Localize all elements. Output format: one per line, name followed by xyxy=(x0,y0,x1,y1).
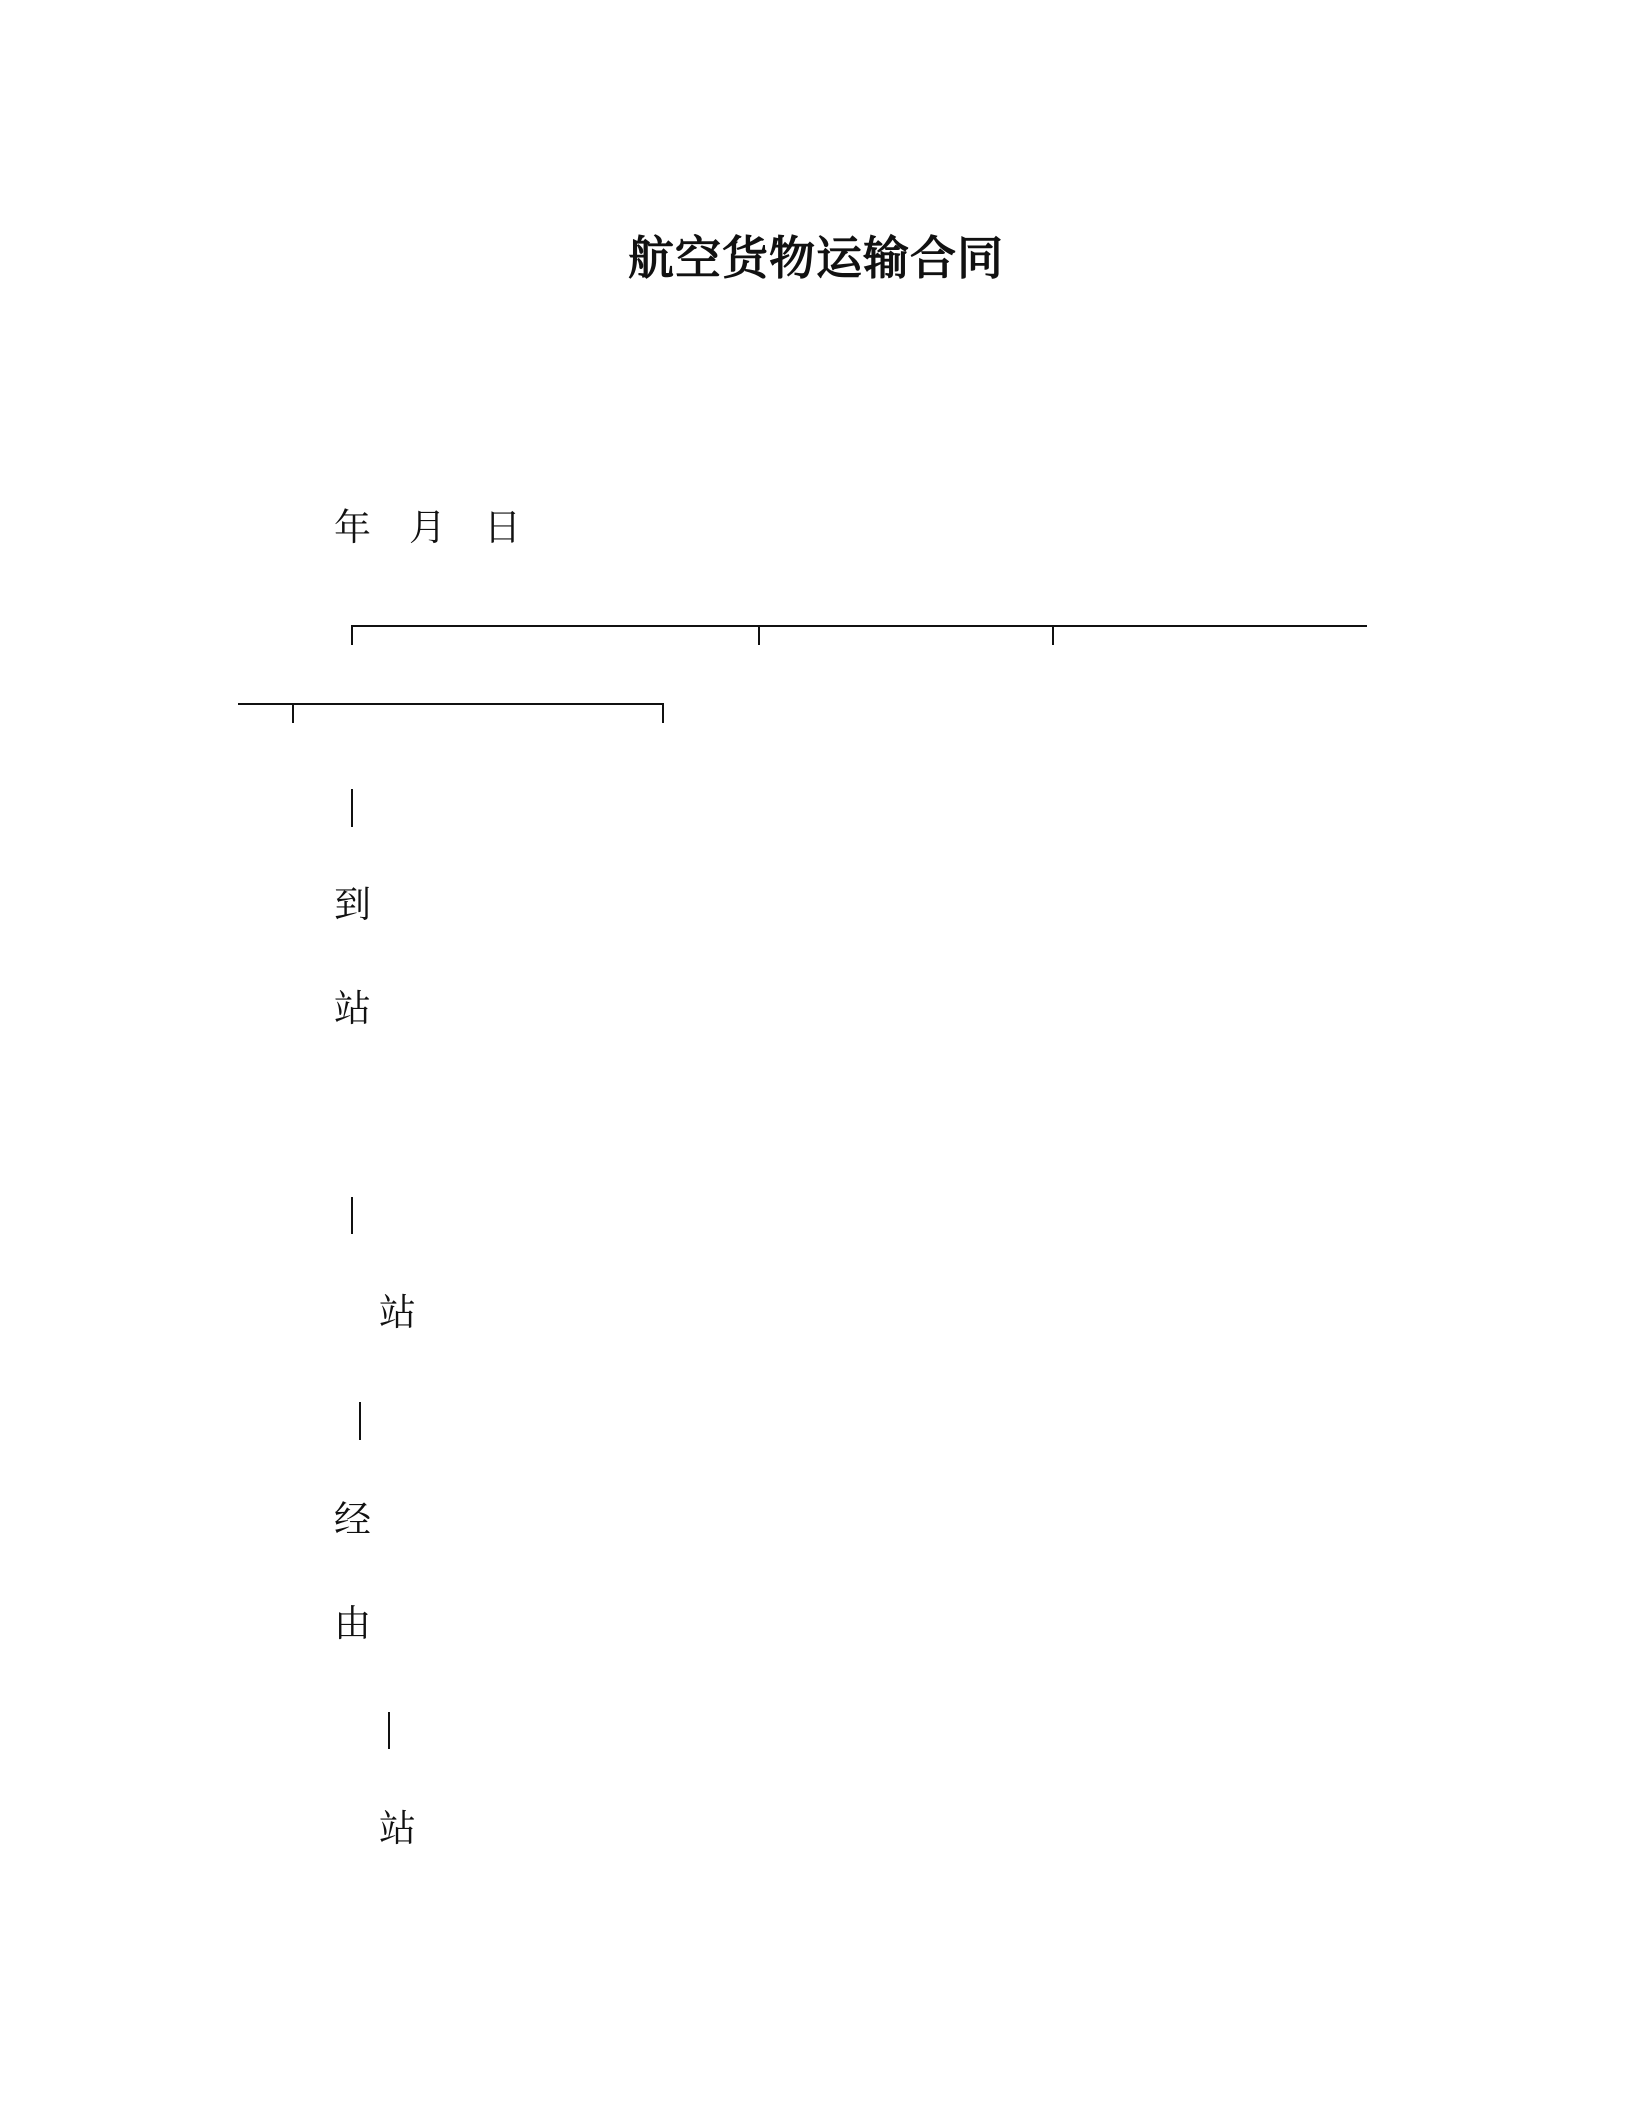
table-rule-tick xyxy=(351,625,353,645)
via-char-1: 经 xyxy=(334,1498,371,1541)
date-year-label: 年 xyxy=(334,506,371,549)
via-char-2: 由 xyxy=(334,1602,371,1645)
date-line xyxy=(334,497,521,551)
table-border-segment xyxy=(351,789,353,827)
table-border-segment xyxy=(351,1197,353,1234)
table-border-segment xyxy=(388,1712,390,1749)
table-border-segment xyxy=(359,1402,361,1440)
station-label-a: 站 xyxy=(379,1291,416,1334)
table-rule-tick xyxy=(1052,625,1054,645)
table-rule-tick xyxy=(758,625,760,645)
station-label-b: 站 xyxy=(379,1807,416,1850)
table-rule-top xyxy=(351,625,1367,627)
table-rule-tick xyxy=(662,703,664,723)
arrival-char-1: 到 xyxy=(334,883,371,926)
table-rule-tick xyxy=(292,703,294,723)
table-rule-second xyxy=(292,703,663,705)
document-title: 航空货物运输合同 xyxy=(628,231,1004,285)
arrival-char-2: 站 xyxy=(334,987,371,1030)
date-month-label: 月 xyxy=(409,506,446,549)
table-rule-left-stub xyxy=(238,703,293,705)
date-day-label: 日 xyxy=(484,506,521,549)
